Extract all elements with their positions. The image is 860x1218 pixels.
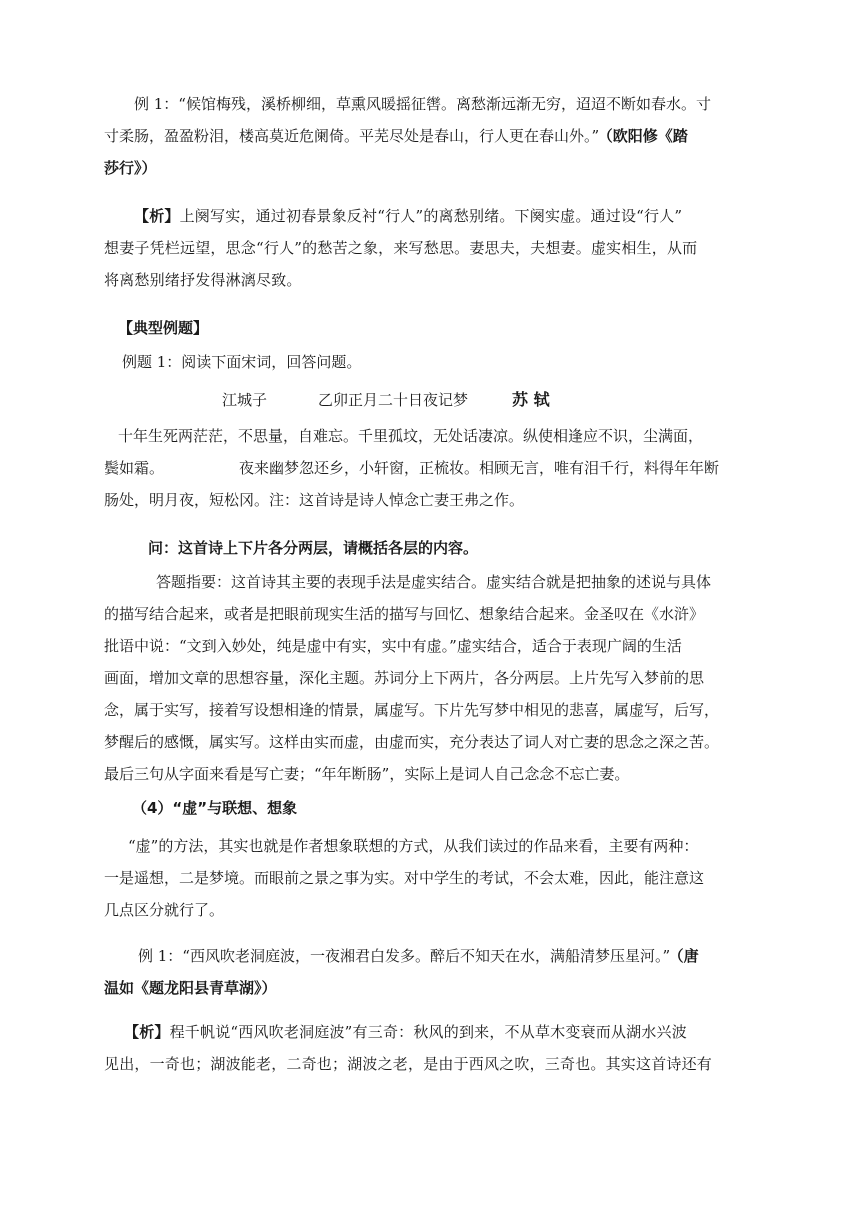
example-2-source-a: （唐 — [676, 947, 699, 965]
poem-line-3: 夜来幽梦忽还乡，小轩窗，正梳妆。相顾无言，唯有泪千行，料得年年断 — [239, 459, 720, 477]
question-text: 问：这首诗上下片各分两层，请概括各层的内容。 — [148, 539, 479, 557]
answer-line-3: 批语中说：“文到入妙处，纯是虚中有实，实中有虚。”虚实结合，适合于表现广阔的生活 — [104, 637, 682, 655]
answer-line-4: 画面，增加文章的思想容量，深化主题。苏词分上下两片，各分两层。上片先写入梦前的思 — [104, 669, 705, 687]
example-2-line-1: 例 1：“西风吹老洞庭波，一夜湘君白发多。醉后不知天在水，满船清梦压星河。” — [138, 947, 671, 965]
analysis-2-line-2: 见出，一奇也；湖波能老，二奇也；湖波之老，是由于西风之吹，三奇也。其实这首诗还有 — [104, 1055, 713, 1073]
analysis-1-tag: 【析】 — [134, 207, 180, 225]
poem-line-2: 鬓如霜。 — [104, 459, 165, 477]
answer-line-6: 梦醒后的感慨，属实写。这样由实而虚，由虚而实，充分表达了词人对亡妻的思念之深之苦。 — [104, 733, 720, 751]
poem-subtitle: 乙卯正月二十日夜记梦 — [318, 391, 469, 409]
example-1-paragraph — [104, 88, 768, 184]
analysis-1-paragraph — [104, 200, 768, 296]
poem-tune: 江城子 — [222, 391, 268, 409]
section-heading: 【典型例题】 — [118, 319, 209, 337]
analysis-2-paragraph — [104, 1016, 768, 1080]
subsection-heading: （4）“虚”与联想、想象 — [132, 799, 298, 817]
poem-line-4: 肠处，明月夜，短松冈。注：这首诗是诗人悼念亡妻王弗之作。 — [104, 491, 525, 509]
analysis-1-line-1: 上阕写实，通过初春景象反衬“行人”的离愁别绪。下阕实虚。通过设“行人” — [179, 207, 683, 225]
answer-line-5: 念，属于实写，接着写设想相逢的情景，属虚写。下片先写梦中相见的悲喜，属虚写，后写， — [104, 701, 720, 719]
example-1-source: （欧阳修《踏 — [605, 127, 688, 145]
xu-line-2: 一是遥想，二是梦境。而眼前之景之事为实。对中学生的考试，不会太难，因此，能注意这 — [104, 869, 705, 887]
answer-paragraph — [104, 566, 768, 790]
answer-line-1: 答题指要：这首诗其主要的表现手法是虚实结合。虚实结合就是把抽象的述说与具体 — [156, 573, 712, 591]
example-1-line-3: 莎行》） — [104, 159, 157, 177]
example-2-source-b: 温如《题龙阳县青草湖》） — [104, 979, 277, 997]
analysis-1-line-3: 将离愁别绪抒发得淋漓尽致。 — [104, 271, 302, 289]
answer-line-2: 的描写结合起来，或者是把眼前现实生活的描写与回忆、想象结合起来。金圣叹在《水浒》 — [104, 605, 705, 623]
answer-line-7: 最后三句从字面来看是写亡妻；“年年断肠”，实际上是词人自己念念不忘亡妻。 — [104, 765, 630, 783]
analysis-1-line-2: 想妻子凭栏远望，思念“行人”的愁苦之象，来写愁思。妻思夫，夫想妻。虚实相生，从而 — [104, 239, 698, 257]
example-2-paragraph — [104, 940, 768, 1004]
analysis-2-line-1: 程千帆说“西风吹老洞庭波”有三奇：秋风的到来，不从草木变衰而从湖水兴波 — [169, 1023, 687, 1041]
poem-text — [104, 420, 768, 516]
poem-line-1: 十年生死两茫茫，不思量，自难忘。千里孤坟，无处话凄凉。纵使相逢应不识，尘满面， — [118, 427, 704, 445]
xu-paragraph — [104, 830, 768, 926]
analysis-2-tag: 【析】 — [124, 1023, 170, 1041]
xu-line-1: “虚”的方法，其实也就是作者想象联想的方式，从我们读过的作品来看，主要有两种： — [128, 837, 699, 855]
xu-line-3: 几点区分就行了。 — [104, 901, 225, 919]
example-1-line-1: 例 1：“候馆梅残，溪桥柳细，草熏风暖摇征辔。离愁渐远渐无穷，迢迢不断如春水。寸 — [134, 95, 711, 113]
question-intro: 例题 1：阅读下面宋词，回答问题。 — [122, 353, 362, 371]
example-1-line-2: 寸柔肠，盈盈粉泪，楼高莫近危阑倚。平芜尽处是春山，行人更在春山外。” — [104, 127, 600, 145]
poem-author: 苏 轼 — [512, 390, 550, 409]
